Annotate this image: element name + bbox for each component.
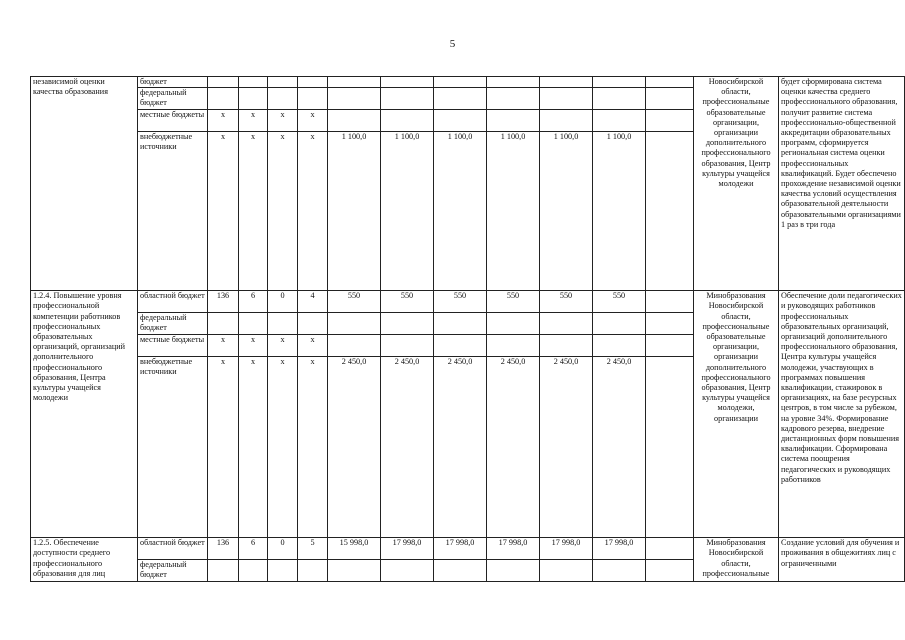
- value-cell: 2 450,0: [540, 357, 593, 538]
- value-cell: [381, 77, 434, 88]
- value-cell: [540, 335, 593, 357]
- executors-cell: Новосибирской области, профессиональные образовательные организации, организации дополнительного профессионального образования, Центр культуры учащейся молодежи: [694, 77, 779, 291]
- result-cell: Обеспечение доли педагогических и руководящих работников профессиональных образовательных организаций, организаций дополнительного профессионального образования, Центра культуры учащейся молодежи, участвующих в программах повышения квалификации, стажировок в организациях, на базе ресурсных центров, в том числе за рубежом, на уровне 34%. Формирование кадрового резерва, внедрение дистанционных форм повышения квалификации. Сформирована система поощрения педагогических и руководящих работников: [779, 291, 905, 538]
- value-cell: х: [298, 335, 328, 357]
- value-cell: [434, 560, 487, 582]
- value-cell: х: [239, 357, 268, 538]
- value-cell: х: [208, 357, 239, 538]
- value-cell: [593, 110, 646, 132]
- value-cell: [328, 560, 381, 582]
- value-cell: 4: [298, 291, 328, 313]
- empty-cell: [646, 77, 694, 88]
- empty-cell: [646, 88, 694, 110]
- funding-source-cell: областной бюджет: [138, 291, 208, 313]
- value-cell: [328, 313, 381, 335]
- value-cell: 550: [593, 291, 646, 313]
- funding-source-cell: бюджет: [138, 77, 208, 88]
- value-cell: х: [268, 335, 298, 357]
- funding-source-cell: федеральный бюджет: [138, 313, 208, 335]
- value-cell: 136: [208, 538, 239, 560]
- value-cell: [434, 110, 487, 132]
- value-cell: [208, 560, 239, 582]
- value-cell: х: [268, 110, 298, 132]
- value-cell: х: [239, 335, 268, 357]
- page-number: 5: [449, 38, 456, 50]
- value-cell: [268, 560, 298, 582]
- value-cell: 1 100,0: [381, 132, 434, 291]
- value-cell: 550: [487, 291, 540, 313]
- value-cell: х: [208, 335, 239, 357]
- value-cell: [593, 88, 646, 110]
- funding-source-cell: внебюджетные источники: [138, 132, 208, 291]
- executors-cell: Минобразования Новосибирской области, профессиональные: [694, 538, 779, 582]
- value-cell: 2 450,0: [434, 357, 487, 538]
- value-cell: 550: [381, 291, 434, 313]
- value-cell: [328, 88, 381, 110]
- measure-cell: независимой оценки качества образования: [31, 77, 138, 291]
- result-cell: Создание условий для обучения и проживания в общежитиях лиц с ограниченными: [779, 538, 905, 582]
- value-cell: 1 100,0: [593, 132, 646, 291]
- empty-cell: [646, 291, 694, 313]
- value-cell: 5: [298, 538, 328, 560]
- program-measures-table: [30, 76, 905, 582]
- value-cell: [268, 88, 298, 110]
- value-cell: [487, 335, 540, 357]
- value-cell: [239, 88, 268, 110]
- value-cell: 6: [239, 538, 268, 560]
- value-cell: [208, 77, 239, 88]
- value-cell: [268, 313, 298, 335]
- funding-source-cell: областной бюджет: [138, 538, 208, 560]
- value-cell: [298, 77, 328, 88]
- value-cell: 1 100,0: [328, 132, 381, 291]
- value-cell: х: [298, 357, 328, 538]
- empty-cell: [646, 538, 694, 560]
- empty-cell: [646, 132, 694, 291]
- empty-cell: [646, 560, 694, 582]
- value-cell: 17 998,0: [381, 538, 434, 560]
- value-cell: [540, 313, 593, 335]
- value-cell: [239, 560, 268, 582]
- value-cell: 17 998,0: [487, 538, 540, 560]
- value-cell: [593, 560, 646, 582]
- value-cell: [434, 313, 487, 335]
- value-cell: 1 100,0: [434, 132, 487, 291]
- value-cell: [328, 335, 381, 357]
- value-cell: 2 450,0: [328, 357, 381, 538]
- empty-cell: [646, 110, 694, 132]
- value-cell: [298, 313, 328, 335]
- table-row: [31, 538, 905, 560]
- value-cell: 0: [268, 291, 298, 313]
- value-cell: [487, 88, 540, 110]
- value-cell: [381, 110, 434, 132]
- value-cell: 2 450,0: [381, 357, 434, 538]
- value-cell: [487, 77, 540, 88]
- funding-source-cell: местные бюджеты: [138, 335, 208, 357]
- funding-source-cell: внебюджетные источники: [138, 357, 208, 538]
- value-cell: х: [298, 132, 328, 291]
- table-body: [31, 77, 905, 582]
- value-cell: 17 998,0: [593, 538, 646, 560]
- value-cell: 17 998,0: [540, 538, 593, 560]
- funding-source-cell: федеральный бюджет: [138, 88, 208, 110]
- value-cell: [381, 560, 434, 582]
- value-cell: х: [208, 110, 239, 132]
- empty-cell: [646, 313, 694, 335]
- value-cell: [487, 110, 540, 132]
- value-cell: х: [298, 110, 328, 132]
- value-cell: [328, 110, 381, 132]
- empty-cell: [646, 335, 694, 357]
- value-cell: [434, 88, 487, 110]
- value-cell: [434, 77, 487, 88]
- value-cell: [540, 77, 593, 88]
- value-cell: х: [239, 110, 268, 132]
- value-cell: [328, 77, 381, 88]
- value-cell: х: [208, 132, 239, 291]
- value-cell: 550: [434, 291, 487, 313]
- value-cell: 0: [268, 538, 298, 560]
- value-cell: [434, 335, 487, 357]
- value-cell: 2 450,0: [487, 357, 540, 538]
- value-cell: 550: [328, 291, 381, 313]
- executors-cell: Минобразования Новосибирской области, профессиональные образовательные организации, организации дополнительного профессионального образования, Центр культуры учащейся молодежи, организации: [694, 291, 779, 538]
- value-cell: 2 450,0: [593, 357, 646, 538]
- value-cell: [268, 77, 298, 88]
- value-cell: [487, 560, 540, 582]
- value-cell: 17 998,0: [434, 538, 487, 560]
- funding-source-cell: местные бюджеты: [138, 110, 208, 132]
- value-cell: 15 998,0: [328, 538, 381, 560]
- result-cell: будет сформирована система оценки качества среднего профессионального образования, получит развитие система профессионально-общественной аккредитации образовательных программ, сформируется региональная система оценки профессиональных квалификаций. Будет обеспечено прохождение независимой оценки качества условий осуществления образовательной деятельности образовательными организациями 1 раз в три года: [779, 77, 905, 291]
- value-cell: х: [268, 357, 298, 538]
- value-cell: 1 100,0: [487, 132, 540, 291]
- value-cell: 550: [540, 291, 593, 313]
- measure-cell: 1.2.5. Обеспечение доступности среднего профессионального образования для лиц: [31, 538, 138, 582]
- value-cell: [540, 560, 593, 582]
- table-row: [31, 291, 905, 313]
- value-cell: [593, 77, 646, 88]
- value-cell: [239, 313, 268, 335]
- value-cell: х: [239, 132, 268, 291]
- value-cell: [208, 88, 239, 110]
- empty-cell: [646, 357, 694, 538]
- value-cell: [208, 313, 239, 335]
- measure-cell: 1.2.4. Повышение уровня профессиональной компетенции работников профессиональных образовательных организаций, организаций дополнительного профессионального образования, Центра культуры учащейся молодежи: [31, 291, 138, 538]
- value-cell: [298, 560, 328, 582]
- value-cell: [487, 313, 540, 335]
- value-cell: [593, 313, 646, 335]
- value-cell: [381, 335, 434, 357]
- value-cell: [381, 88, 434, 110]
- value-cell: [381, 313, 434, 335]
- table-row: [31, 77, 905, 88]
- funding-source-cell: федеральный бюджет: [138, 560, 208, 582]
- value-cell: [239, 77, 268, 88]
- value-cell: 6: [239, 291, 268, 313]
- value-cell: [540, 88, 593, 110]
- value-cell: [540, 110, 593, 132]
- value-cell: 136: [208, 291, 239, 313]
- value-cell: х: [268, 132, 298, 291]
- value-cell: [593, 335, 646, 357]
- value-cell: 1 100,0: [540, 132, 593, 291]
- value-cell: [298, 88, 328, 110]
